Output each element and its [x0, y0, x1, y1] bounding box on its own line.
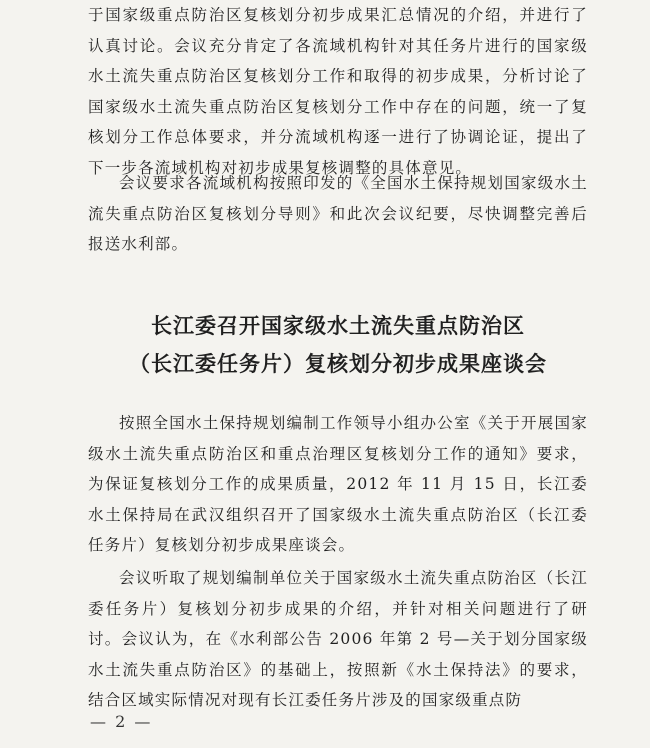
article-title-line-2: （长江委任务片）复核划分初步成果座谈会	[129, 352, 547, 376]
page-number: — 2 —	[90, 712, 153, 731]
article-title-line-1: 长江委召开国家级水土流失重点防治区	[151, 314, 525, 338]
paragraph-meeting-requirement: 会议要求各流域机构按照印发的《全国水土保持规划国家级水土流失重点防治区复核划分导则》和此次会议纪要，尽快调整完善后报送水利部。	[88, 174, 588, 253]
paragraph-continued: 于国家级重点防治区复核划分初步成果汇总情况的介绍，并进行了认真讨论。会议充分肯定了各流域机构针对其任务片进行的国家级水土流失重点防治区复核划分工作和取得的初步成果，分析讨论了国家级水土流失重点防治区复核划分工作中存在的问题，统一了复核划分工作总体要求，并分流域机构逐一进行了协调论证，提出了下一步各流域机构对初步成果复核调整的具体意见。	[88, 6, 588, 177]
paragraph-meeting-discussion: 会议听取了规划编制单位关于国家级水土流失重点防治区（长江委任务片）复核划分初步成果的介绍，并针对相关问题进行了研讨。会议认为，在《水利部公告 2006 年第 2 号—关于划分国家级水土流失重点防治区》的基础上，按照新《水土保持法》的要求，结合区域实际情况对现有长江委任务片涉及的国家级重点防	[88, 569, 588, 709]
paragraph-background: 按照全国水土保持规划编制工作领导小组办公室《关于开展国家级水土流失重点防治区和重点治理区复核划分工作的通知》要求，为保证复核划分工作的成果质量，2012 年 11 月 15 日，长江委水土保持局在武汉组织召开了国家级水土流失重点防治区（长江委任务片）复核划分初步成果座谈会。	[88, 414, 588, 554]
